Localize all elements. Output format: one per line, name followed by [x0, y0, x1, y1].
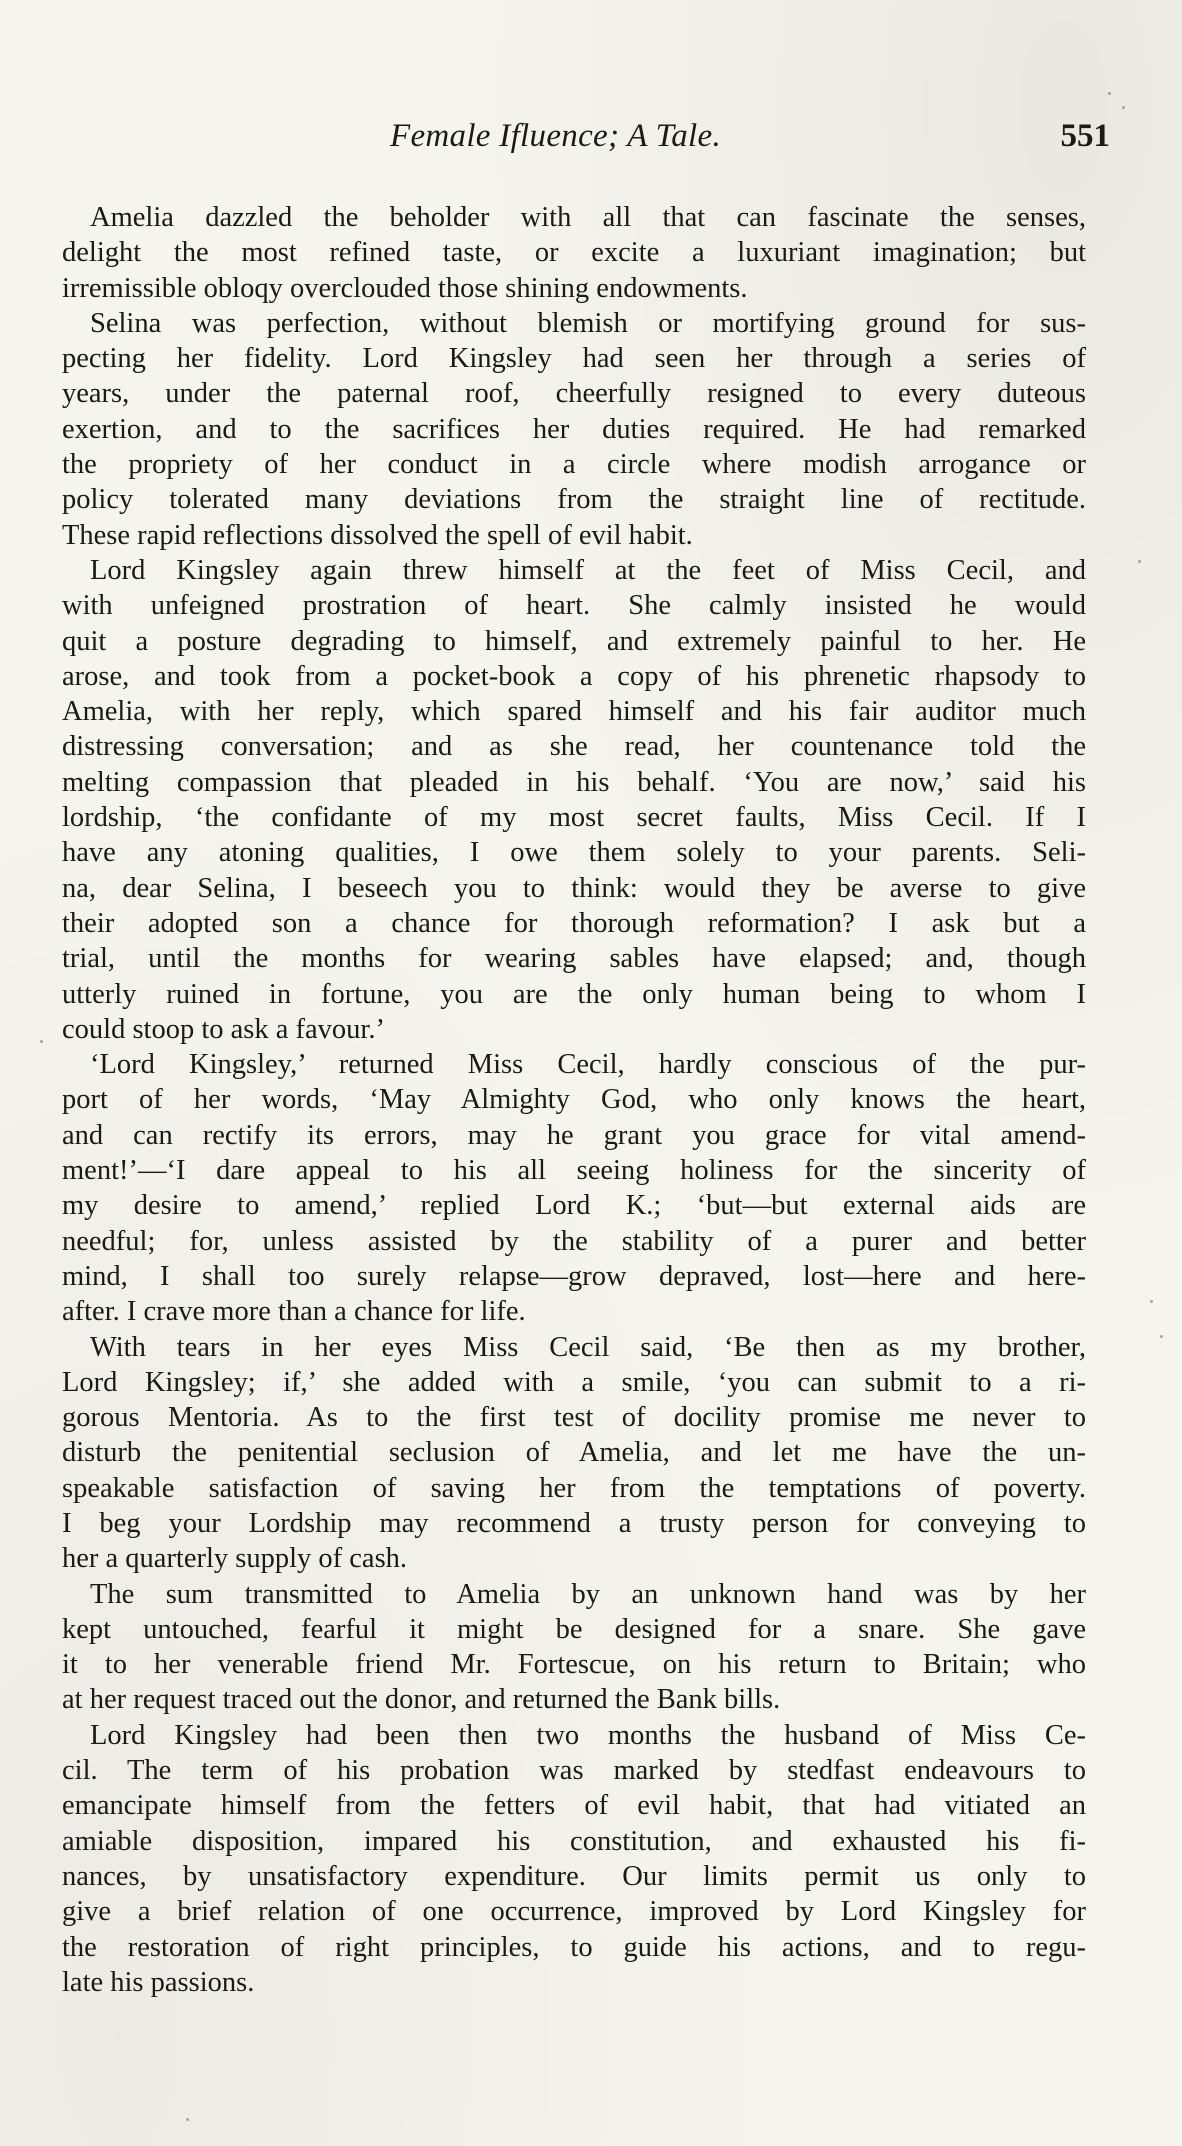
running-head: [60, 118, 1110, 168]
text-line: mind, I shall too surely relapse—grow depraved, lost—here and here-: [62, 1260, 1086, 1292]
text-line: after. I crave more than a chance for life.: [62, 1296, 526, 1328]
text-line: kept untouched, fearful it might be designed for a snare. She gave: [62, 1613, 1086, 1645]
text-line: Lord Kingsley; if,’ she added with a smile, ‘you can submit to a ri-: [62, 1366, 1086, 1398]
text-line: and can rectify its errors, may he grant you grace for vital amend-: [62, 1119, 1086, 1151]
text-line: I beg your Lordship may recommend a trusty person for conveying to: [62, 1507, 1086, 1539]
text-line: exertion, and to the sacrifices her duties required. He had remarked: [62, 413, 1086, 445]
text-line: needful; for, unless assisted by the stability of a purer and better: [62, 1225, 1086, 1257]
print-speckle: [1138, 560, 1141, 563]
text-line: Amelia dazzled the beholder with all that can fascinate the senses,: [90, 202, 1086, 233]
text-line: emancipate himself from the fetters of evil habit, that had vitiated an: [62, 1790, 1086, 1822]
text-line: na, dear Selina, I beseech you to think: would they be averse to give: [62, 872, 1086, 904]
text-line: with unfeigned prostration of heart. She calmly insisted he would: [62, 590, 1086, 622]
text-line: Selina was perfection, without blemish or mortifying ground for sus-: [90, 307, 1086, 339]
text-line: These rapid reflections dissolved the spell of evil habit.: [62, 519, 693, 551]
text-line: their adopted son a chance for thorough reformation? I ask but a: [62, 907, 1086, 939]
print-speckle: [1150, 1300, 1153, 1303]
text-line: ment!’—‘I dare appeal to his all seeing holiness for the sincerity of: [62, 1155, 1086, 1187]
text-line: could stoop to ask a favour.’: [62, 1013, 385, 1045]
text-line: it to her venerable friend Mr. Fortescue, on his return to Britain; who: [62, 1649, 1086, 1681]
print-speckle: [186, 2118, 189, 2121]
text-line: amiable disposition, impared his constitution, and exhausted his fi-: [62, 1825, 1086, 1857]
text-line: lordship, ‘the confidante of my most secret faults, Miss Cecil. If I: [62, 802, 1086, 834]
text-line: disturb the penitential seclusion of Amelia, and let me have the un-: [62, 1437, 1086, 1469]
body-text: [62, 200, 1086, 2000]
page-number: 551: [1060, 118, 1110, 154]
text-line: cil. The term of his probation was marked by stedfast endeavours to: [62, 1755, 1086, 1787]
text-line: pecting her fidelity. Lord Kingsley had seen her through a series of: [62, 343, 1086, 375]
text-line: her a quarterly supply of cash.: [62, 1543, 408, 1575]
text-line: distressing conversation; and as she read, her countenance told the: [62, 731, 1086, 763]
text-line: have any atoning qualities, I owe them solely to your parents. Seli-: [62, 837, 1086, 869]
text-line: quit a posture degrading to himself, and extremely painful to her. He: [62, 625, 1086, 657]
text-line: give a brief relation of one occurrence, improved by Lord Kingsley for: [62, 1896, 1086, 1928]
text-line: With tears in her eyes Miss Cecil said, ‘Be then as my brother,: [90, 1331, 1086, 1363]
print-speckle: [1160, 1335, 1163, 1338]
text-line: irremissible obloqy overclouded those shining endowments.: [62, 272, 748, 304]
text-line: Lord Kingsley had been then two months the husband of Miss Ce-: [90, 1719, 1086, 1751]
text-line: late his passions.: [62, 1966, 255, 1998]
print-speckle: [1108, 92, 1111, 95]
text-line: gorous Mentoria. As to the first test of docility promise me never to: [62, 1402, 1086, 1434]
text-line: trial, until the months for wearing sables have elapsed; and, though: [62, 943, 1086, 975]
text-line: the propriety of her conduct in a circle where modish arrogance or: [62, 449, 1086, 481]
print-speckle: [1122, 106, 1125, 109]
text-line: Lord Kingsley again threw himself at the feet of Miss Cecil, and: [90, 554, 1086, 586]
text-line: melting compassion that pleaded in his behalf. ‘You are now,’ said his: [62, 766, 1086, 798]
text-line: my desire to amend,’ replied Lord K.; ‘but—but external aids are: [62, 1190, 1086, 1222]
text-line: at her request traced out the donor, and returned the Bank bills.: [62, 1684, 781, 1716]
text-line: policy tolerated many deviations from the straight line of rectitude.: [62, 484, 1086, 516]
text-line: years, under the paternal roof, cheerfully resigned to every duteous: [62, 378, 1086, 410]
text-line: arose, and took from a pocket-book a copy of his phrenetic rhapsody to: [62, 660, 1086, 692]
text-line: ‘Lord Kingsley,’ returned Miss Cecil, hardly conscious of the pur-: [90, 1049, 1086, 1081]
text-line: utterly ruined in fortune, you are the only human being to whom I: [62, 978, 1086, 1010]
running-title: Female Ifluence; A Tale.: [390, 118, 722, 154]
text-line: speakable satisfaction of saving her from the temptations of poverty.: [62, 1472, 1086, 1504]
print-speckle: [40, 1040, 43, 1043]
text-line: the restoration of right principles, to guide his actions, and to regu-: [62, 1931, 1086, 1963]
text-line: delight the most refined taste, or excite a luxuriant imagination; but: [62, 237, 1086, 269]
text-line: nances, by unsatisfactory expenditure. Our limits permit us only to: [62, 1860, 1086, 1892]
text-line: The sum transmitted to Amelia by an unknown hand was by her: [90, 1578, 1086, 1610]
text-line: port of her words, ‘May Almighty God, who only knows the heart,: [62, 1084, 1086, 1116]
text-line: Amelia, with her reply, which spared himself and his fair auditor much: [62, 696, 1086, 728]
